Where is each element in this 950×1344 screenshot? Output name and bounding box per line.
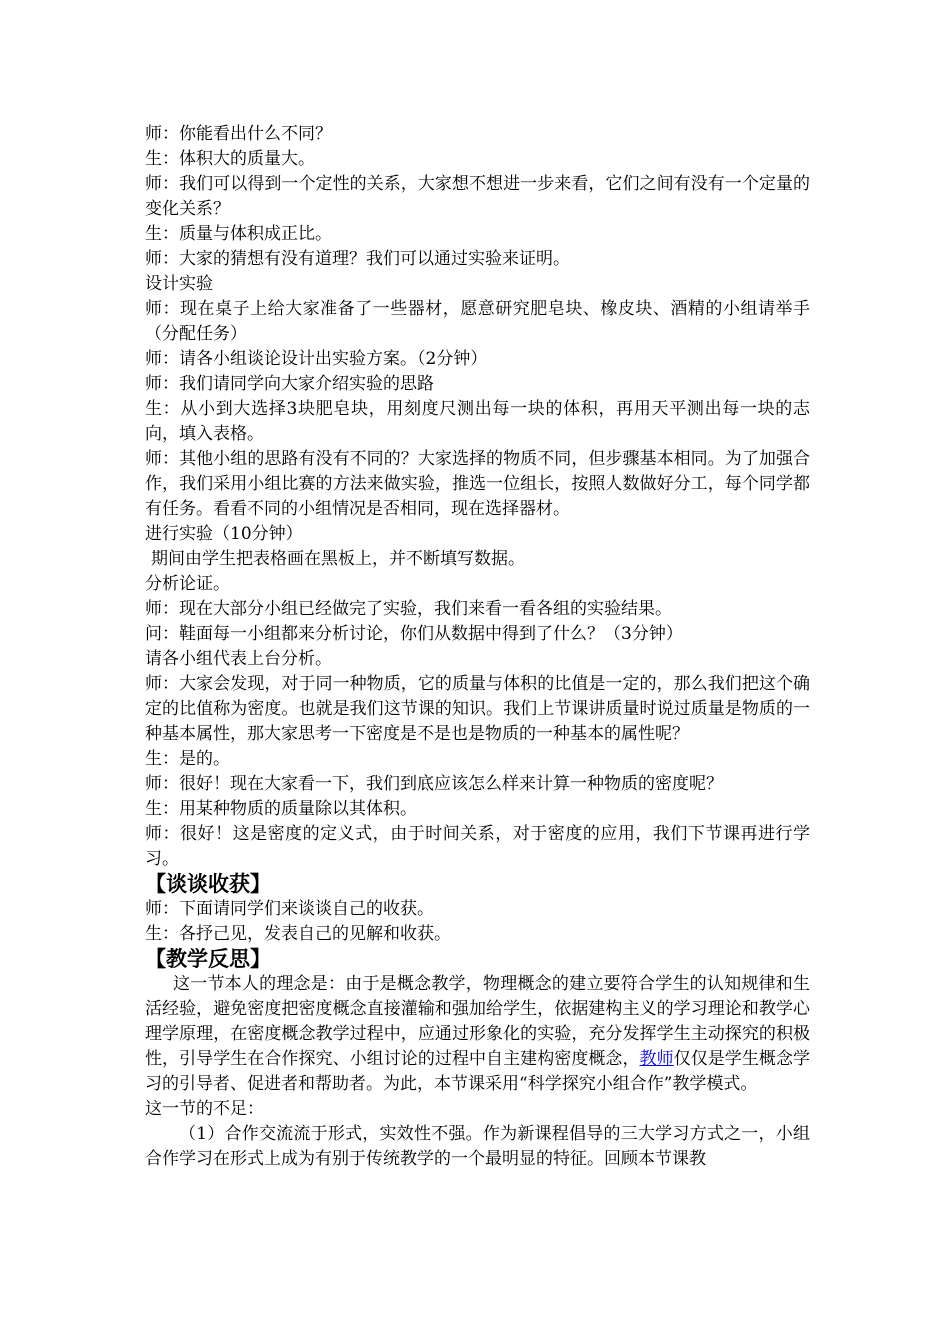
heading-harvest: 【谈谈收获】 [145,872,271,896]
teacher-link[interactable]: 教师 [639,1049,674,1069]
shortcoming-item-1: （1）合作交流流于形式，实效性不强。作为新课程倡导的三大学习方式之一，小组合作学习在形式上成为有别于传统教学的一个最明显的特征。回顾本节课教 [145,1124,810,1169]
dialogue-line: 生：从小到大选择3块肥皂块，用刻度尺测出每一块的体积，再用天平测出每一块的志向，填入表格。 [145,399,810,444]
shortcomings-title: 这一节的不足： [145,1099,264,1119]
dialogue-line: 师：现在大部分小组已经做完了实验，我们来看一看各组的实验结果。 [145,599,672,619]
dialogue-line: 问：鞋面每一小组都来分析讨论，你们从数据中得到了什么？（3分钟） [145,624,683,644]
dialogue-line: 师：我们请同学向大家介绍实验的思路 [145,374,434,394]
narration-line: 请各小组代表上台分析。 [145,649,332,669]
dialogue-line: 师：很好！现在大家看一下，我们到底应该怎么样来计算一种物质的密度呢？ [145,774,723,794]
dialogue-line: 师：很好！这是密度的定义式，由于时间关系，对于密度的应用，我们下节课再进行学习。 [145,824,810,869]
dialogue-line: 生：是的。 [145,749,230,769]
heading-reflection: 【教学反思】 [145,947,271,971]
section-label: 设计实验 [145,274,213,294]
narration-line: 期间由学生把表格画在黑板上，并不断填写数据。 [151,549,525,569]
reflection-text-part2: 仅仅是学生概念学习的引导者、促进者和帮助者。为此，本节课采用“科学探究小组合作”教学模式。 [145,1049,811,1094]
dialogue-line: 生：用某种物质的质量除以其体积。 [145,799,417,819]
section-label: 进行实验（10分钟） [145,524,303,544]
dialogue-line: 师：大家的猜想有没有道理？我们可以通过实验来证明。 [145,249,570,269]
document-page [145,122,810,1172]
dialogue-line: 生：各抒己见，发表自己的见解和收获。 [145,924,451,944]
dialogue-line: 师：现在桌子上给大家准备了一些器材，愿意研究肥皂块、橡皮块、酒精的小组请举手（分配任务） [145,299,810,344]
dialogue-line: 师：请各小组谈论设计出实验方案。（2分钟） [145,349,488,369]
dialogue-line: 生：质量与体积成正比。 [145,224,332,244]
reflection-paragraph [145,972,810,1097]
reflection-text-part1: 这一节本人的理念是：由于是概念教学，物理概念的建立要符合学生的认知规律和生活经验，避免密度把密度概念直接灌输和强加给学生，依据建构主义的学习理论和教学心理学原理，在密度概念教学过程中，应通过形象化的实验，充分发挥学生主动探究的积极性，引导学生在合作探究、小组讨论的过程中自主建构密度概念， [145,974,810,1069]
dialogue-line: 师：你能看出什么不同？ [145,124,332,144]
dialogue-line: 生：体积大的质量大。 [145,149,315,169]
dialogue-line: 师：我们可以得到一个定性的关系，大家想不想进一步来看，它们之间有没有一个定量的变化关系？ [145,174,810,219]
section-label: 分析论证。 [145,574,230,594]
dialogue-line: 师：大家会发现，对于同一种物质，它的质量与体积的比值是一定的，那么我们把这个确定的比值称为密度。也就是我们这节课的知识。我们上节课讲质量时说过质量是物质的一种基本属性，那大家思考一下密度是不是也是物质的一种基本的属性呢？ [145,674,810,744]
dialogue-line: 师：下面请同学们来谈谈自己的收获。 [145,899,434,919]
dialogue-line: 师：其他小组的思路有没有不同的？大家选择的物质不同，但步骤基本相同。为了加强合作，我们采用小组比赛的方法来做实验，推选一位组长，按照人数做好分工，每个同学都有任务。看看不同的小组情况是否相同，现在选择器材。 [145,449,810,519]
